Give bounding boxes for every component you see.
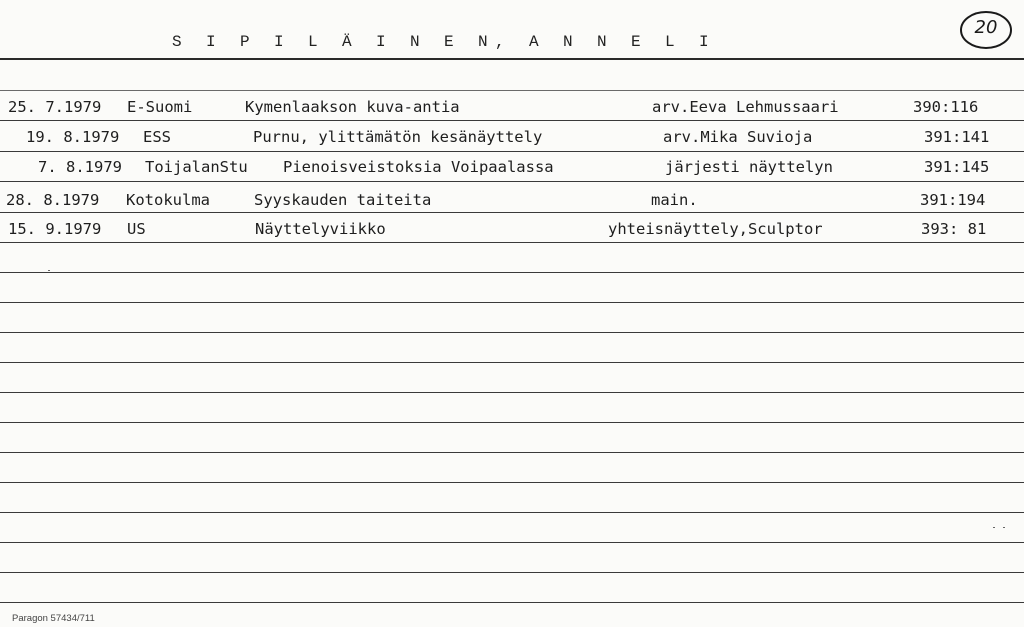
entry-source: ToijalanStu (145, 158, 248, 176)
entry-source: US (127, 220, 146, 238)
entry-source: Kotokulma (126, 191, 210, 209)
entry-date: 25. 7.1979 (8, 98, 102, 116)
ruled-line (0, 392, 1024, 393)
entry-title: Syyskauden taiteita (254, 191, 432, 209)
paper-speck (993, 527, 995, 528)
ruled-line (0, 422, 1024, 423)
ruled-line (0, 272, 1024, 273)
entry-note: arv.Mika Suvioja (663, 128, 813, 146)
entry-row (0, 191, 1024, 215)
entry-note: main. (651, 191, 698, 209)
ruled-line (0, 452, 1024, 453)
entry-row (0, 158, 1024, 182)
entry-date: 28. 8.1979 (6, 191, 100, 209)
ruled-line (0, 332, 1024, 333)
entry-note: yhteisnäyttely,Sculptor (608, 220, 823, 238)
entry-row (0, 128, 1024, 152)
ruled-line (0, 572, 1024, 573)
entry-source: ESS (143, 128, 171, 146)
entry-ref: 391:145 (924, 158, 990, 176)
ruled-line (0, 602, 1024, 603)
paper-speck (1003, 527, 1005, 528)
entry-note: järjesti näyttelyn (665, 158, 833, 176)
entry-title: Pienoisveistoksia Voipaalassa (283, 158, 554, 176)
entry-ref: 390:116 (913, 98, 979, 116)
entry-ref: 391:141 (924, 128, 990, 146)
entry-date: 7. 8.1979 (38, 158, 122, 176)
card-title: S I P I L Ä I N E N, A N N E L I (172, 33, 717, 51)
entry-title: Kymenlaakson kuva-antia (245, 98, 460, 116)
entry-title: Purnu, ylittämätön kesänäyttely (253, 128, 543, 146)
paper-speck (48, 270, 50, 271)
entry-source: E-Suomi (127, 98, 193, 116)
ruled-line (0, 542, 1024, 543)
entry-row (0, 220, 1024, 244)
entry-date: 15. 9.1979 (8, 220, 102, 238)
header-rule (0, 58, 1024, 60)
card-number: 20 (974, 17, 998, 38)
ruled-line (0, 362, 1024, 363)
entry-ref: 393: 81 (921, 220, 987, 238)
entry-note: arv.Eeva Lehmussaari (652, 98, 839, 116)
entry-title: Näyttelyviikko (255, 220, 386, 238)
entry-row (0, 98, 1024, 122)
card-footer: Paragon 57434/711 (12, 613, 95, 624)
entry-ref: 391:194 (920, 191, 986, 209)
entry-date: 19. 8.1979 (26, 128, 120, 146)
card-number-badge (958, 9, 1014, 51)
ruled-line (0, 482, 1024, 483)
ruled-line (0, 512, 1024, 513)
ruled-line (0, 302, 1024, 303)
ruled-line (0, 90, 1024, 91)
